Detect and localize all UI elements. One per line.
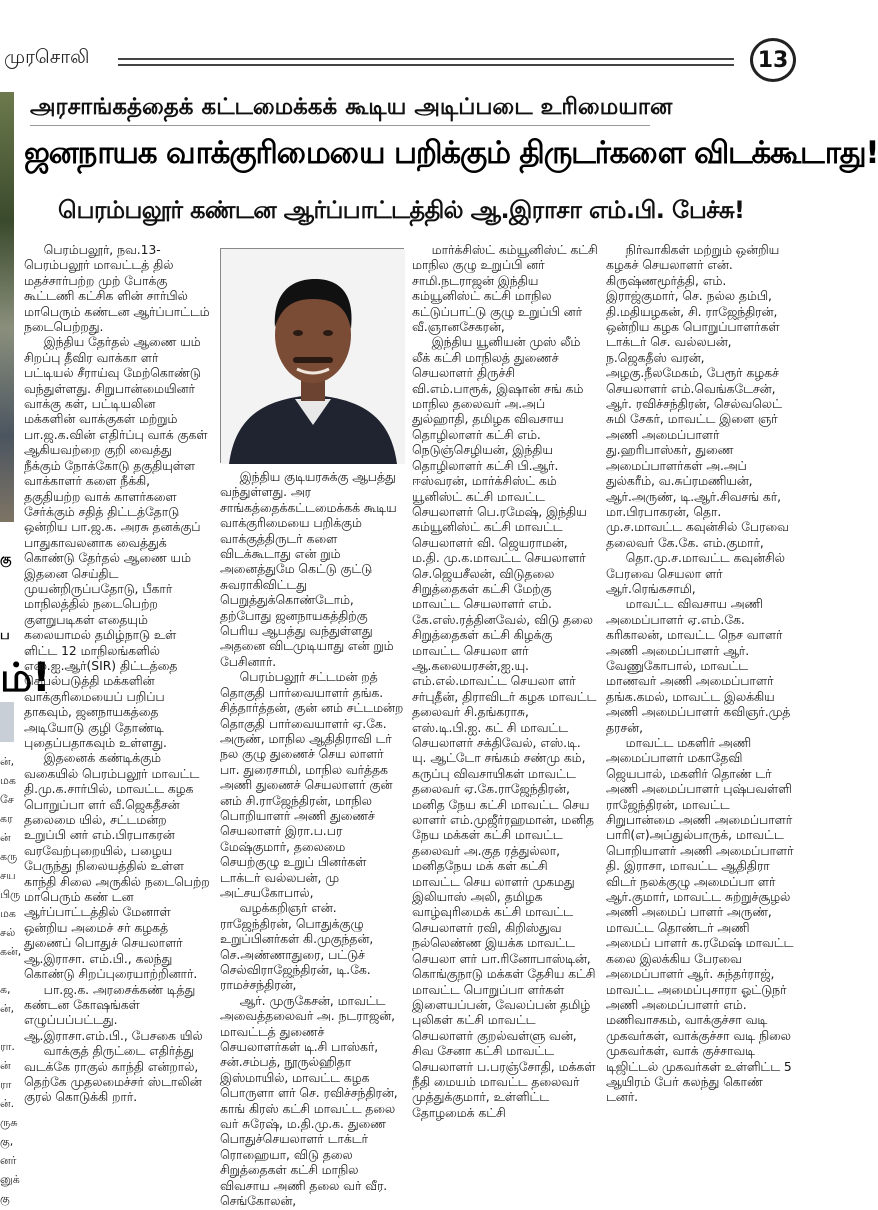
article-paragraph: ஆர். முருகேசன், மாவட்ட அவைத்தலைவர் அ. நடராஜன், மாவட்டத் துணைச் செயலாளர்கள் டி.சி பாஸ்கர், சன்.சம்பத், நூருல்ஹிதா இஸ்மாயில், மாவட்ட கழக பொருளா ளர் செ. ரவிச்சந்திரன், காங் கிரஸ் கட்சி மாவட்ட தலை வர் சுரேஷ், ம.தி.மு.க. துணை பொதுச்செயலாளர் டாக்டர் ரொஹையா, விடு தலை சிறுத்தைகள் கட்சி மாநில விவசாய அணி தலை வர் வீர. செங்கோலன், [220,993,398,1209]
article-paragraph: இதனைக் கண்டிக்கும் வகையில் பெரம்பலூர் மாவட்ட தி.மு.க.சார்பில், மாவட்ட கழக பொறுப்பா ளர் வீ.ஜெகதீசன் தலைமை யில், சட்டமன்ற உறுப்பி னர் எம்.பிரபாகரன் வரவேற்புறையில், பழைய பேருந்து நிலையத்தில் உள்ள காந்தி சிலை அருகில் நடைபெற்ற மாபெரும் கண் டன ஆர்ப்பாட்டத்தில் மேனாள் ஒன்றிய அமைச் சர் கழகத் துணைப் பொதுச் செயலாளர் ஆ.இராசா. எம்.பி., கலந்து கொண்டு சிறப்புரையாற்றினார். [24,751,210,982]
adjacent-fragment-line: கரு [0,850,18,863]
article-headline: ஜனநாயக வாக்குரிமையை பறிக்கும் திருடர்களை விடக்கூடாது! [24,135,878,171]
adjacent-fragment-line: ன். [0,1097,15,1110]
adjacent-fragment-line: மக [0,907,16,920]
article-paragraph: பா.ஜ.க. அரசைக்கண் டித்து கண்டன கோஷங்கள் எழுப்பப்பட்டது. ஆ.இராசா.எம்.பி., பேசகை யில் [24,982,203,1043]
article-paragraph: மார்க்சிஸ்ட் கம்யூனிஸ்ட் கட்சி மாநில குழு உறுப்பி னர் சாமி.நடராஜன் இந்திய கம்யூனிஸ்ட் கட்சி மாநில கட்டுப்பாட்டு குழு உறுப்பி னர் வீ.ஞானசேகரன், [412,243,598,335]
adjacent-fragment-line: ன், [0,1002,15,1015]
adjacent-fragment-line [0,961,16,980]
adjacent-fragment-line: சே [0,793,14,806]
speaker-photo [220,248,404,463]
adjacent-fragment-line: மக [0,774,16,787]
article-paragraph: பெரம்பலூர் சட்டமன் றத் தொகுதி பார்வையாளர் தங்க. சித்தார்த்தன், குன் னம் சட்டமன்ற தொகுதி பார்வையாளர் ஏ.கே. அருண், மாநில ஆதிதிராவி டர் நல குழு துணைச் செய லாளர் பா. துரைசாமி, மாநில வர்த்தக அணி துணைச் செயலாளர் குன் னம் சி.ராஜேந்திரன், மாநில பொறியாளர் அணி துணைச் செயலாளர் இரா.ப.பர மேஷ்குமார், தலைமை செயற்குழு உறுப் பினர்கள் டாக்டர் வல்லபன், மு அட்சயகோபால், [220,670,404,900]
adjacent-fragment-line: ருசு [0,1116,18,1129]
adjacent-fragment-line: ன், [0,755,15,768]
article-paragraph: பெரம்பலூர், நவ.13- பெரம்பலூர் மாவட்டத் தில் மதச்சார்பற்ற முற் போக்கு கூட்டணி கட்சிக ளின் சார்பில் மாபெரும் கண்டன ஆர்ப்பாட்டம் நடைபெற்றது. [24,243,210,335]
adjacent-fragment-line: ன் [0,1059,11,1072]
article-paragraph: நிர்வாகிகள் மற்றும் ஒன்றிய கழகச் செயலாளர் என். கிருஷ்ணமூர்த்தி, எம். இராஜ்குமார், செ. நல்ல தம்பி, தி.மதியழகன், சி. ராஜேந்திரன், ஒன்றிய கழக பொறுப்பாளர்கள் டாக்டர் செ. வல்லபன், ந.ஜெகதீஸ் வரன், அழகு.நீலமேகம், பேரூர் கழகச் செயலாளர் எம்.வெங்கடேசன், ஆர். ரவிச்சந்திரன், செல்வலெட் சுமி சேகர், மாவட்ட இளை ஞர் அணி அமைப்பாளர் து.ஹரிபாஸ்கர், துணை அமைப்பாளர்கள் அ.அப் துல்கரீம், வ.சுப்ரமணியன், ஆர்.அருண், டி.ஆர்.சிவசங் கர், மா.பிரபாகரன், தொ. மு.ச.மாவட்ட கவுன்சில் பேரவை தலைவர் கே.கே. எம்.குமார், [606,243,789,550]
article-column-4 [606,243,796,1193]
adjacent-fragment-line: கு [0,1192,10,1205]
adjacent-photo-fragment [0,92,14,522]
page-number: 13 [750,38,796,82]
adjacent-fragment-line: னர் [0,1154,17,1167]
adjacent-text-fragments [0,752,22,1208]
masthead-rule [118,58,734,66]
adjacent-fragment-line: ரா [0,1078,12,1091]
adjacent-fragment-line [0,1018,16,1037]
article-column-2 [220,470,404,1209]
article-paragraph: வழக்கறிஞர் என். ராஜேந்திரன், பொதுக்குழு உறுப்பினர்கள் கி.முகுந்தன், செ.அண்ணாதுரை, பட்டுச் செல்விராஜேந்திரன், டி.கே. ராமச்சந்திரன், [220,901,374,993]
masthead [0,38,800,82]
adjacent-fragment-line: க, [0,983,11,996]
article-paragraph: மாவட்ட விவசாய அணி அமைப்பாளர் ஏ.எம்.கே. கரிகாலன், மாவட்ட நெச வாளர் அணி அமைப்பாளர் ஆர். வேணுகோபால், மாவட்ட மாணவர் அணி அமைப்பாளர் தங்க.கமல், மாவட்ட இலக்கிய அணி அமைப்பாளர் கவிஞர்.முத் தரசன், [606,597,791,735]
article-paragraph: இந்திய தேர்தல் ஆணை யம் சிறப்பு தீவிர வாக்கா ளர் பட்டியல் சீராய்வு மேற்கொண்டு வந்துள்ளது. சிறுபான்மையினர் வாக்கு கள், பட்டியலின மக்களின் வாக்குகள் மற்றும் பா.ஜ.க.வின் எதிர்ப்பு வாக் குகள் ஆகியவற்றை குறி வைத்து நீக்கும் நோக்கோடு தகுதியுள்ள வாக்காளர் களை நீக்கி, தகுதியற்ற வாக் காளர்களை சேர்க்கும் சதித் திட்டத்தோடு ஒன்றிய பா.ஜ.க. அரசு தனக்குப் பாதுகாவலனாக வைத்துக் கொண்டு தேர்தல் ஆணை யம் இதனை செய்திட முயன்றிருப்பதோடு, பீகார் மாநிலத்தில் நடைபெற்ற குளறுபடிகள் எதையும் கலையாமல் தமிழ்நாடு உள் ளிட்ட 12 மாநிலங்களில் எஸ்.ஐ.ஆர்(SIR) திட்டத்தை செயல்படுத்தி மக்களின் வாக்குரிமையைப் பறிப்ப தாகவும், ஜனநாயகத்தை அடியோடு குழி தோண்டி புதைப்பதாகவும் உள்ளது. [24,335,208,750]
left-strip-adjacent-article [0,92,51,1205]
adjacent-fragment-line: ன் [0,831,11,844]
adjacent-fragment-mark: கு [0,552,12,567]
article-paragraph: இந்திய யூனியன் முஸ் லீம் லீக் கட்சி மாநிலத் துணைச் செயலாளர் திருச்சி வி.எம்.பாரூக், இஷான் சங் கம் மாநில தலைவர் அ.அப் துல்ஹாதி, தமிழக விவசாய தொழிலாளர் கட்சி எம். நெடுஞ்செழியன், இந்திய தொழிலாளர் கட்சி பி.ஆர். ஈஸ்வரன், மார்க்சிஸ்ட் கம் யூனிஸ்ட் கட்சி மாவட்ட செயலாளர் பெ.ரமேஷ், இந்திய கம்யூனிஸ்ட் கட்சி மாவட்ட செயலாளர் வி. ஜெயராமன், ம.தி. மு.க.மாவட்ட செயலாளர் செ.ஜெயசீலன், விடுதலை சிறுத்தைகள் கட்சி மேற்கு மாவட்ட செயலாளர் எம். கே.எஸ்.ரத்தினவேல், விடு தலை சிறுத்தைகள் கட்சி கிழக்கு மாவட்ட செயலா ளர் ஆ.கலையரசன்,ஐ.யு. எம்.எல்.மாவட்ட செயலா ளர் சர்புதீன், திராவிடர் கழக மாவட்ட தலைவர் சி.தங்கராசு, எஸ்.டி.பி.ஐ. கட் சி மாவட்ட செயலாளர் சக்திவேல், எஸ்.டி. யு. ஆட்டோ சங்கம் சண்மு கம், கருப்பு விவசாயிகள் மாவட்ட தலைவர் ஏ.கே.ராஜேந்திரன், மனித நேய கட்சி மாவட்ட செய லாளர் எம்.முஜீர்ரஹமான், மனித நேய மக்கள் கட்சி மாவட்ட தலைவர் அ.குத ரத்துல்லா, மனிதநேய மக் கள் கட்சி மாவட்ட செய லாளர் முகமது இலியாஸ் அலி, தமிழக வாழ்வுரிமைக் கட்சி மாவட்ட செயலாளர் ரவி, கிறிஸ்துவ நல்லெண்ண இயக்க மாவட்ட செயலா ளர் பா.ரினோபாஸ்டின், கொங்குநாடு மக்கள் தேசிய கட்சி மாவட்ட பொறுப்பா ளர்கள் இளையப்பன், வேலப்பன் தமிழ் புலிகள் கட்சி மாவட்ட செயலாளர் குறல்வள்ளு வன், சிவ சேனா கட்சி மாவட்ட செயலாளர் ப.பரஞ்சோதி, மக்கள் நீதி மையம் மாவட்ட தலைவர் முத்துக்குமார், உள்ளிட்ட தோழமைக் கட்சி [412,335,597,1120]
article-column-1 [24,243,210,1193]
article-kicker: அரசாங்கத்தைக் கட்டமைக்கக் கூடிய அடிப்படை உரிமையான [30,94,650,126]
adjacent-fragment-line: கன், [0,945,22,958]
adjacent-fragment-line: பிரு [0,888,21,901]
article-paragraph: வாக்குத் திருட்டை எதிர்த்து வடக்கே ராகுல் காந்தி என்றால், தெற்கே முதலமைச்சர் ஸ்டாலின் குரல் கொடுக்கி றார். [24,1044,202,1105]
paper-name: முரசொலி [4,46,90,68]
adjacent-fragment-mark: ப [0,628,10,643]
article-paragraph: இந்திய குடியரசுக்கு ஆபத்து வந்துள்ளது. அர சாங்கத்தைக்கட்டமைக்கக் கூடிய வாக்குரிமையை பறிக்கும் வாக்குத்திருடர் களை விடக்கூடாது என் றும் அனைத்துமே கெட்டு குட்டு சுவராகிவிட்டது பெறுத்துக்கொண்டோம், தற்போது ஜனநாயகத்திற்கு பெரிய ஆபத்து வந்துள்ளது அதனை விடமுடியாது என் றும் பேசினார். [220,470,397,669]
adjacent-fragment-line: கர [0,812,13,825]
adjacent-fragment-line: சல் [0,926,16,939]
article-paragraph: தொ.மு.ச.மாவட்ட கவுன்சில் பேரவை செயலா ளர் ஆர்.ரெங்கசாமி, [606,551,785,596]
article-column-3 [412,243,598,1193]
adjacent-fragment-line: னுக் [0,1173,20,1186]
article-subhead: பெரம்பலூர் கண்டன ஆர்ப்பாட்டத்தில் ஆ.இராசா எம்.பி. பேச்சு! [58,196,745,224]
adjacent-box-fragment [0,702,14,742]
adjacent-headline-fragment: ம்! [0,655,51,701]
article-paragraph: மாவட்ட மகளிர் அணி அமைப்பாளர் மகாதேவி ஜெயபால், மகளிர் தொண் டர் அணி அமைப்பாளர் புஷ்பவள்ளி ராஜேந்திரன், மாவட்ட சிறுபான்மை அணி அமைப்பாளர் பாரி(எ)அப்துல்பாருக், மாவட்ட பொறியாளர் அணி அமைப்பாளர் தி. இராசா, மாவட்ட ஆதிதிரா விடர் நலக்குழு அமைப்பா ளர் ஆர்.குமார், மாவட்ட சுற்றுச்சூழல் அணி அமைப் பாளர் அருண், மாவட்ட தொண்டர் அணி அமைப் பாளர் க.ரமேஷ் மாவட்ட கலை இலக்கிய பேரவை அமைப்பாளர் ஆர். சுந்தர்ராஜ், மாவட்ட அமைப்புசாரா ஓட்டுநர் அணி அமைப்பாளர் எம். மணிவாசகம், வாக்குச்சா வடி முகவர்கள், வாக்குச்சா வடி நிலை முகவர்கள், வாக் குச்சாவடி டிஜிட்டல் முகவர்கள் உள்ளிட்ட 5 ஆயிரம் பேர் கலந்து கொண் டனர். [606,736,794,1105]
adjacent-fragment-line: கு, [0,1135,14,1148]
speaker-portrait-icon [221,249,405,464]
adjacent-fragment-line: சய [0,869,16,882]
adjacent-fragment-line: ரா. [0,1040,15,1053]
